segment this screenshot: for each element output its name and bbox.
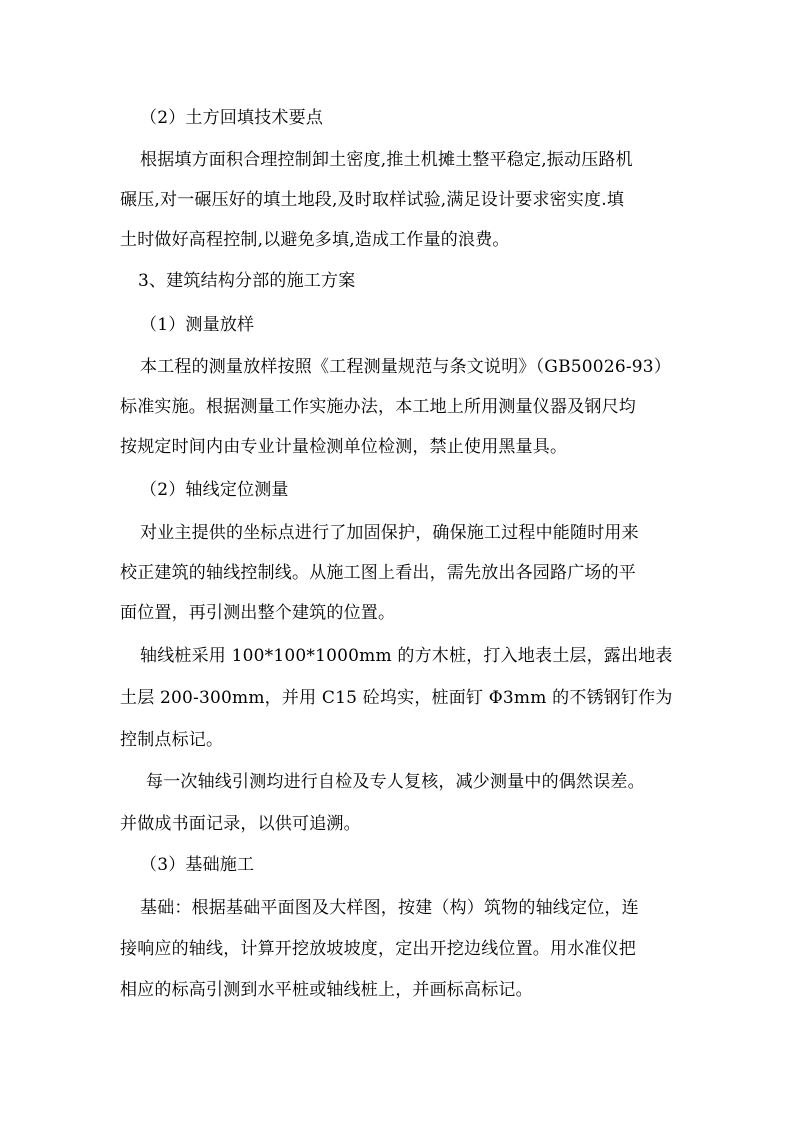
paragraph-line: 基础：根据基础平面图及大样图，按建（构）筑物的轴线定位，连 bbox=[140, 898, 639, 918]
paragraph-line: 标准实施。根据测量工作实施办法，本工地上所用测量仪器及钢尺均 bbox=[120, 397, 636, 417]
section-heading-structure: 3、建筑结构分部的施工方案 bbox=[138, 271, 356, 291]
paragraph-line: 面位置，再引测出整个建筑的位置。 bbox=[120, 603, 396, 623]
paragraph-line: 并做成书面记录，以供可追溯。 bbox=[120, 814, 361, 834]
paragraph-line: 每一次轴线引测均进行自检及专人复核，减少测量中的偶然误差。 bbox=[146, 772, 645, 792]
subheading-axis-positioning: （2）轴线定位测量 bbox=[140, 480, 289, 500]
paragraph-line: 按规定时间内由专业计量检测单位检测，禁止使用黑量具。 bbox=[120, 437, 568, 457]
paragraph-line: 对业主提供的坐标点进行了加固保护，确保施工过程中能随时用来 bbox=[140, 523, 639, 543]
paragraph-line: 控制点标记。 bbox=[120, 730, 224, 750]
paragraph-line: 根据填方面积合理控制卸土密度,推土机摊土整平稳定,振动压路机 bbox=[140, 150, 633, 170]
paragraph-line: 本工程的测量放样按照《工程测量规范与条文说明》（GB50026-93） bbox=[140, 357, 672, 377]
paragraph-line: 轴线桩采用 100*100*1000mm 的方木桩，打入地表土层，露出地表 bbox=[140, 646, 673, 666]
paragraph-line: 土层 200-300mm，并用 C15 砼坞实，桩面钉 Φ3mm 的不锈钢钉作为 bbox=[120, 688, 673, 708]
paragraph-line: 相应的标高引测到水平桩或轴线桩上，并画标高标记。 bbox=[120, 980, 533, 1000]
subheading-earth-backfill: （2）土方回填技术要点 bbox=[140, 108, 324, 128]
paragraph-line: 接响应的轴线，计算开挖放坡坡度，定出开挖边线位置。用水准仪把 bbox=[120, 939, 636, 959]
subheading-survey-layout: （1）测量放样 bbox=[140, 315, 255, 335]
paragraph-line: 碾压,对一碾压好的填土地段,及时取样试验,满足设计要求密实度.填 bbox=[120, 190, 625, 210]
subheading-foundation: （3）基础施工 bbox=[140, 855, 255, 875]
paragraph-line: 校正建筑的轴线控制线。从施工图上看出，需先放出各园路广场的平 bbox=[120, 563, 636, 583]
paragraph-line: 土时做好高程控制,以避免多填,造成工作量的浪费。 bbox=[120, 230, 510, 250]
